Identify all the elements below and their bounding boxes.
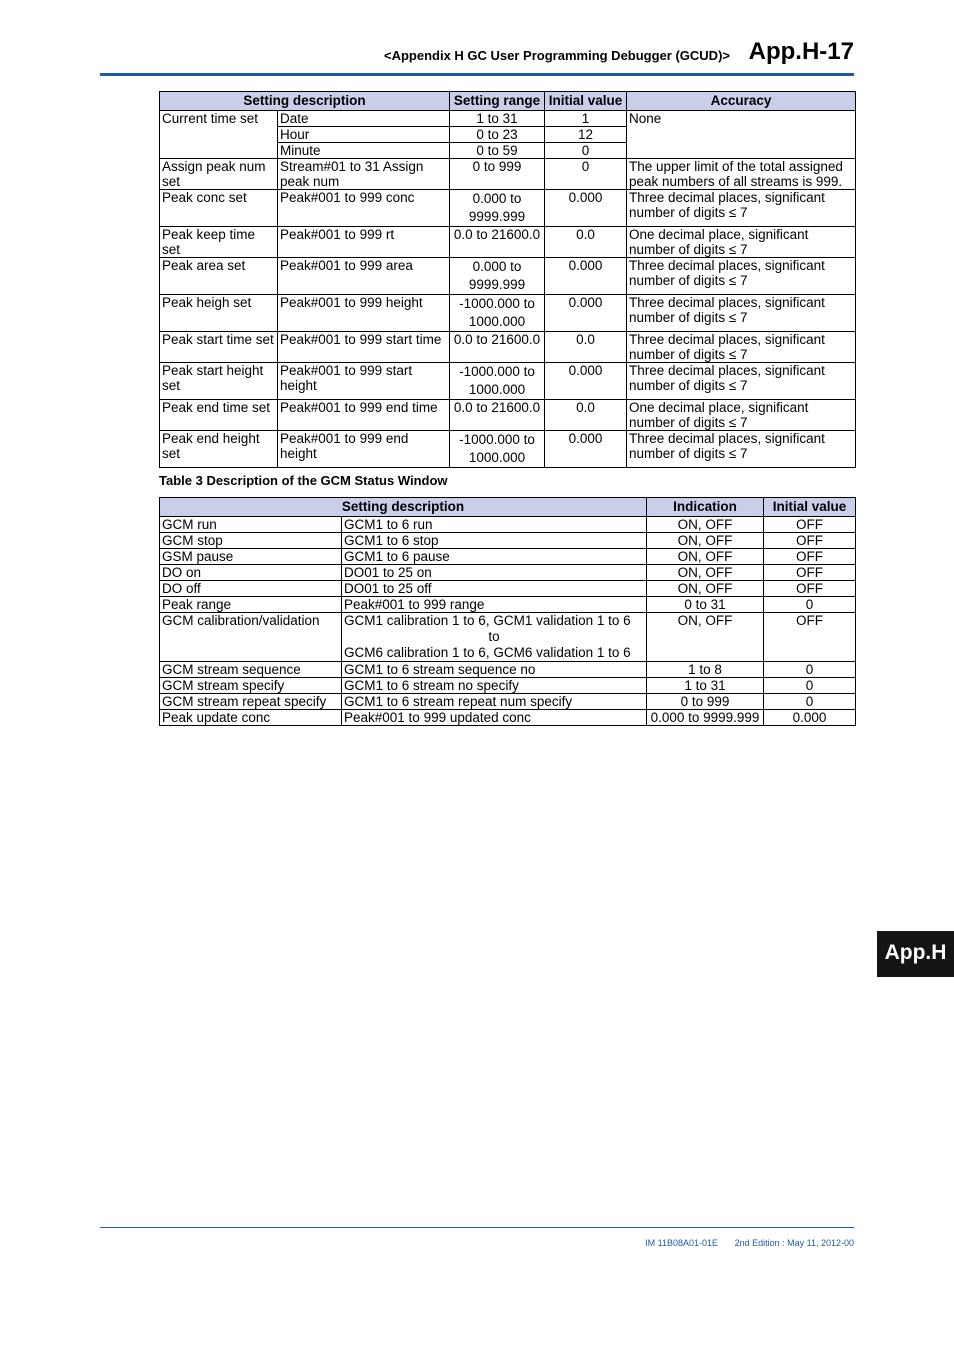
header-cell: Indication <box>647 498 764 517</box>
row-init: OFF <box>764 533 856 549</box>
table-row <box>160 533 856 549</box>
row-init: OFF <box>764 517 856 533</box>
row-indication: ON, OFF <box>647 565 764 581</box>
header-rule <box>100 73 854 76</box>
row-indication: 0 to 31 <box>647 597 764 613</box>
table-row <box>160 363 856 400</box>
row-range: 0.000 to 9999.999 <box>450 258 545 295</box>
table-row <box>160 662 856 678</box>
table-row <box>160 694 856 710</box>
calibration-line: to <box>488 629 500 644</box>
header-cell: Initial value <box>545 92 627 111</box>
row-label: GCM stream sequence <box>160 662 342 678</box>
row-init: OFF <box>764 565 856 581</box>
row-init: 0.000 <box>545 431 627 468</box>
row-range: 0.0 to 21600.0 <box>450 227 545 258</box>
row-label: Peak keep time set <box>160 227 278 258</box>
row-init: 0 <box>764 597 856 613</box>
row-accuracy: One decimal place, significant number of digits ≤ 7 <box>627 227 856 258</box>
row-init: OFF <box>764 613 856 662</box>
table-row <box>160 400 856 431</box>
header-cell: Setting range <box>450 92 545 111</box>
row-item: Date <box>278 111 450 127</box>
row-range: 0 to 999 <box>450 159 545 190</box>
row-label: Peak start height set <box>160 363 278 400</box>
calibration-line: GCM6 calibration 1 to 6, GCM6 validation 1 to 6 <box>344 645 631 660</box>
row-item: Stream#01 to 31 Assign peak num <box>278 159 450 190</box>
settings-table <box>159 91 856 468</box>
row-range: 1 to 31 <box>450 111 545 127</box>
footer <box>631 1238 854 1248</box>
row-init: 0.000 <box>545 295 627 332</box>
row-label: Current time set <box>160 111 278 159</box>
row-label: GCM stream repeat specify <box>160 694 342 710</box>
row-init: 0 <box>764 678 856 694</box>
row-init: OFF <box>764 581 856 597</box>
header-title: <Appendix H GC User Programming Debugger (GCUD)> <box>384 48 730 63</box>
row-init: 0.000 <box>545 190 627 227</box>
row-label: Peak conc set <box>160 190 278 227</box>
header-cell: Setting description <box>160 92 450 111</box>
row-item: Peak#001 to 999 height <box>278 295 450 332</box>
row-range: -1000.000 to 1000.000 <box>450 431 545 468</box>
footer-doc-id: IM 11B08A01-01E <box>645 1238 719 1248</box>
row-accuracy: One decimal place, significant number of digits ≤ 7 <box>627 400 856 431</box>
table-header-row <box>160 92 856 111</box>
header-cell: Setting description <box>160 498 647 517</box>
row-indication: ON, OFF <box>647 533 764 549</box>
row-label: Peak update conc <box>160 710 342 726</box>
row-item: Peak#001 to 999 range <box>342 597 647 613</box>
table-row <box>160 159 856 190</box>
row-init: 0.000 <box>545 258 627 295</box>
row-init: 12 <box>545 127 627 143</box>
row-init: 0.000 <box>764 710 856 726</box>
row-range: 0.0 to 21600.0 <box>450 332 545 363</box>
row-label: Peak range <box>160 597 342 613</box>
row-label: GCM stop <box>160 533 342 549</box>
table-row <box>160 517 856 533</box>
row-accuracy: Three decimal places, significant number of digits ≤ 7 <box>627 363 856 400</box>
row-init: 0 <box>545 143 627 159</box>
row-item: Peak#001 to 999 rt <box>278 227 450 258</box>
table-row <box>160 678 856 694</box>
row-indication: 1 to 31 <box>647 678 764 694</box>
table-row <box>160 565 856 581</box>
row-range: 0 to 59 <box>450 143 545 159</box>
header-cell: Accuracy <box>627 92 856 111</box>
row-item: GCM1 to 6 stream repeat num specify <box>342 694 647 710</box>
table-row <box>160 581 856 597</box>
row-item: GCM1 to 6 run <box>342 517 647 533</box>
row-indication: ON, OFF <box>647 549 764 565</box>
table-caption: Table 3 Description of the GCM Status Window <box>159 473 448 488</box>
row-init: 0.000 <box>545 363 627 400</box>
row-range: 0.0 to 21600.0 <box>450 400 545 431</box>
row-item: GCM1 to 6 stop <box>342 533 647 549</box>
row-indication: 0.000 to 9999.999 <box>647 710 764 726</box>
row-indication: 1 to 8 <box>647 662 764 678</box>
table-row <box>160 111 856 127</box>
row-item: Minute <box>278 143 450 159</box>
row-item: Peak#001 to 999 end height <box>278 431 450 468</box>
row-indication: 0 to 999 <box>647 694 764 710</box>
table-row <box>160 190 856 227</box>
row-label: GSM pause <box>160 549 342 565</box>
row-init: OFF <box>764 549 856 565</box>
row-item <box>342 613 647 662</box>
header-cell: Initial value <box>764 498 856 517</box>
row-accuracy: Three decimal places, significant number of digits ≤ 7 <box>627 295 856 332</box>
table-row <box>160 613 856 662</box>
row-init: 0.0 <box>545 332 627 363</box>
row-indication: ON, OFF <box>647 613 764 662</box>
table-row <box>160 258 856 295</box>
gcm-status-table <box>159 497 856 726</box>
section-tab: App.H <box>877 931 954 977</box>
row-label: Peak end time set <box>160 400 278 431</box>
row-init: 0 <box>764 662 856 678</box>
calibration-line: GCM1 calibration 1 to 6, GCM1 validation 1 to 6 <box>344 613 631 628</box>
table-row <box>160 227 856 258</box>
row-item: Peak#001 to 999 end time <box>278 400 450 431</box>
row-label: DO off <box>160 581 342 597</box>
row-indication: ON, OFF <box>647 517 764 533</box>
row-item: Peak#001 to 999 start time <box>278 332 450 363</box>
table-row <box>160 332 856 363</box>
table-row <box>160 549 856 565</box>
footer-rule <box>100 1227 854 1228</box>
row-item: GCM1 to 6 stream sequence no <box>342 662 647 678</box>
row-item: DO01 to 25 on <box>342 565 647 581</box>
row-range: 0.000 to 9999.999 <box>450 190 545 227</box>
table-row <box>160 431 856 468</box>
row-label: Peak start time set <box>160 332 278 363</box>
row-label: Peak area set <box>160 258 278 295</box>
row-label: GCM calibration/validation <box>160 613 342 662</box>
row-label: Assign peak num set <box>160 159 278 190</box>
row-label: GCM stream specify <box>160 678 342 694</box>
row-accuracy: Three decimal places, significant number of digits ≤ 7 <box>627 258 856 295</box>
row-accuracy: None <box>627 111 856 159</box>
table-row <box>160 710 856 726</box>
row-item: DO01 to 25 off <box>342 581 647 597</box>
row-label: DO on <box>160 565 342 581</box>
row-item: GCM1 to 6 pause <box>342 549 647 565</box>
row-accuracy: Three decimal places, significant number of digits ≤ 7 <box>627 431 856 468</box>
row-label: Peak end height set <box>160 431 278 468</box>
row-item: Peak#001 to 999 area <box>278 258 450 295</box>
row-item: Hour <box>278 127 450 143</box>
row-label: GCM run <box>160 517 342 533</box>
row-item: Peak#001 to 999 updated conc <box>342 710 647 726</box>
row-range: 0 to 23 <box>450 127 545 143</box>
footer-edition: 2nd Edition : May 11, 2012-00 <box>734 1238 854 1248</box>
row-accuracy: Three decimal places, significant number of digits ≤ 7 <box>627 332 856 363</box>
row-range: -1000.000 to 1000.000 <box>450 295 545 332</box>
table-row <box>160 597 856 613</box>
row-init: 0 <box>545 159 627 190</box>
page-number: App.H-17 <box>748 38 854 65</box>
table-row <box>160 295 856 332</box>
table-header-row <box>160 498 856 517</box>
row-item: Peak#001 to 999 start height <box>278 363 450 400</box>
row-item: Peak#001 to 999 conc <box>278 190 450 227</box>
row-accuracy: Three decimal places, significant number of digits ≤ 7 <box>627 190 856 227</box>
row-init: 1 <box>545 111 627 127</box>
row-item: GCM1 to 6 stream no specify <box>342 678 647 694</box>
row-init: 0 <box>764 694 856 710</box>
row-init: 0.0 <box>545 400 627 431</box>
row-init: 0.0 <box>545 227 627 258</box>
row-label: Peak heigh set <box>160 295 278 332</box>
row-accuracy: The upper limit of the total assigned peak numbers of all streams is 999. <box>627 159 856 190</box>
row-range: -1000.000 to 1000.000 <box>450 363 545 400</box>
row-indication: ON, OFF <box>647 581 764 597</box>
